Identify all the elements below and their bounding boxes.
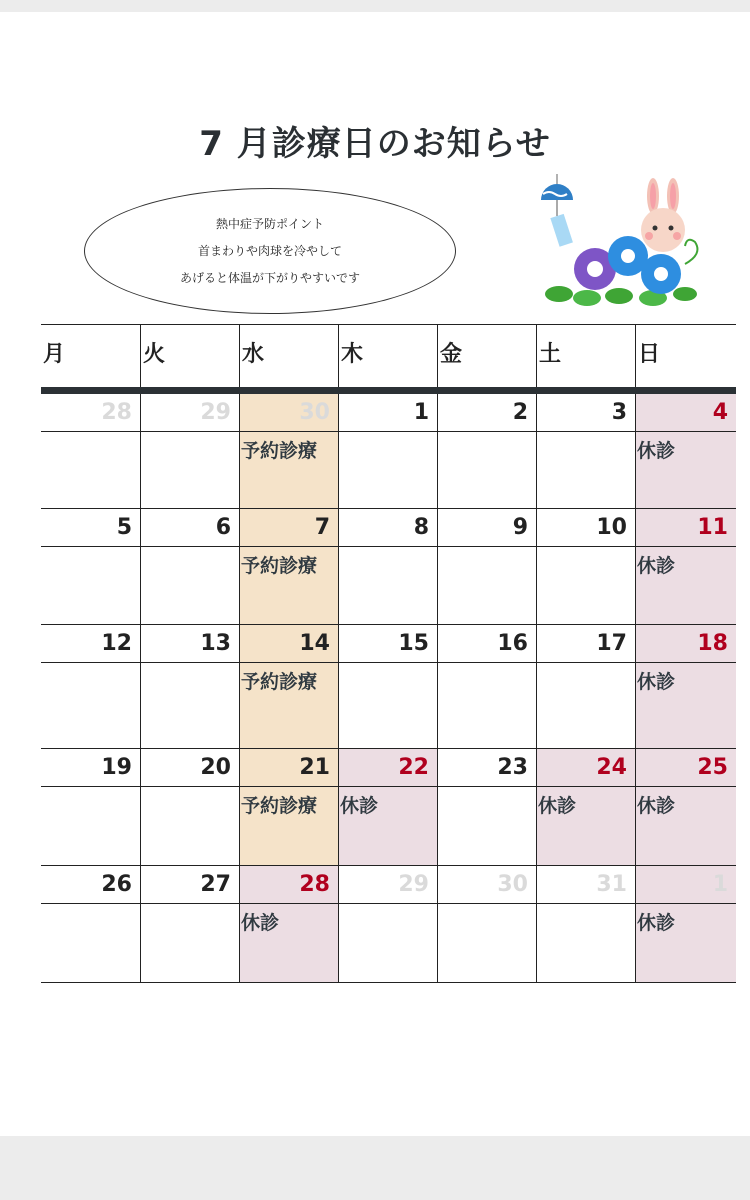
calendar-grid: [41, 324, 736, 983]
calendar-day-cell: [635, 625, 736, 748]
calendar-day-cell: [536, 509, 635, 624]
calendar-day-cell: [437, 866, 536, 982]
calendar-day-cell: [536, 625, 635, 748]
calendar-day-cell: [239, 866, 338, 982]
calendar-day-cell: [140, 866, 239, 982]
calendar-week-row: [41, 749, 736, 866]
closed-note: 休診: [637, 795, 676, 817]
calendar-week-row: [41, 625, 736, 749]
calendar-day-cell: [338, 749, 437, 865]
weekday-label: 木: [338, 325, 437, 387]
weekday-label: 水: [239, 325, 338, 387]
calendar-day-cell: [41, 625, 140, 748]
tip-heading: 熱中症予防ポイント: [215, 216, 324, 231]
day-number: 1: [339, 394, 437, 432]
calendar-week-row: [41, 866, 736, 983]
day-number: 21: [240, 749, 338, 787]
day-number: 10: [537, 509, 635, 547]
calendar-day-cell: [140, 509, 239, 624]
calendar-day-cell: [635, 394, 736, 508]
closed-note: 休診: [637, 671, 676, 693]
closed-note: 休診: [241, 912, 280, 934]
day-number: 29: [339, 866, 437, 904]
day-number: 12: [41, 625, 140, 663]
calendar-day-cell: [140, 749, 239, 865]
header-divider: [41, 387, 736, 394]
weekday-label: 金: [437, 325, 536, 387]
summer-illustration: [535, 174, 710, 309]
weekday-label: 月: [43, 342, 66, 367]
day-number: 28: [240, 866, 338, 904]
closed-note: 休診: [538, 795, 577, 817]
day-number: 19: [41, 749, 140, 787]
day-number: 15: [339, 625, 437, 663]
calendar-week-row: [41, 394, 736, 509]
day-number: 28: [41, 394, 140, 432]
day-number: 1: [636, 866, 736, 904]
day-number: 4: [636, 394, 736, 432]
calendar-week-row: [41, 509, 736, 625]
closed-note: 休診: [637, 555, 676, 577]
day-number: 18: [636, 625, 736, 663]
bunny-icon: [641, 178, 685, 252]
day-number: 26: [41, 866, 140, 904]
calendar-day-cell: [239, 625, 338, 748]
day-number: 5: [41, 509, 140, 547]
calendar-day-cell: [437, 394, 536, 508]
reservation-note: 予約診療: [241, 671, 318, 693]
day-number: 27: [141, 866, 239, 904]
calendar-day-cell: [239, 394, 338, 508]
closed-note: 休診: [637, 440, 676, 462]
reservation-note: 予約診療: [241, 440, 318, 462]
wind-chime-icon: [541, 174, 573, 247]
day-number: 11: [636, 509, 736, 547]
calendar-day-cell: [536, 749, 635, 865]
calendar-day-cell: [41, 749, 140, 865]
calendar-day-cell: [338, 625, 437, 748]
calendar-day-cell: [338, 509, 437, 624]
reservation-note: 予約診療: [241, 555, 318, 577]
calendar-day-cell: [635, 749, 736, 865]
day-number: 8: [339, 509, 437, 547]
closed-note: 休診: [637, 912, 676, 934]
calendar-day-cell: [338, 866, 437, 982]
day-number: 25: [636, 749, 736, 787]
calendar-day-cell: [239, 509, 338, 624]
day-number: 17: [537, 625, 635, 663]
calendar-day-cell: [140, 625, 239, 748]
day-number: 31: [537, 866, 635, 904]
page-title: 7 月診療日のお知らせ: [199, 124, 551, 164]
weekday-label: 土: [536, 325, 635, 387]
calendar-day-cell: [437, 625, 536, 748]
tip-line-1: 首まわりや肉球を冷やして: [197, 243, 342, 258]
day-number: 24: [537, 749, 635, 787]
day-number: 23: [438, 749, 536, 787]
day-number: 13: [141, 625, 239, 663]
calendar-day-cell: [41, 509, 140, 624]
calendar-day-cell: [41, 866, 140, 982]
calendar-day-cell: [635, 509, 736, 624]
day-number: 16: [438, 625, 536, 663]
day-number: 20: [141, 749, 239, 787]
day-number: 30: [240, 394, 338, 432]
closed-note: 休診: [340, 795, 379, 817]
weekday-label: 日: [635, 325, 736, 387]
calendar-day-cell: [635, 866, 736, 982]
calendar-day-cell: [437, 509, 536, 624]
day-number: 30: [438, 866, 536, 904]
weekday-label: 火: [140, 325, 239, 387]
calendar-day-cell: [536, 866, 635, 982]
day-number: 7: [240, 509, 338, 547]
calendar-day-cell: [41, 394, 140, 508]
day-number: 9: [438, 509, 536, 547]
weekday-header: [41, 324, 736, 387]
heatstroke-tip-bubble: [84, 188, 456, 314]
day-number: 14: [240, 625, 338, 663]
day-number: 3: [537, 394, 635, 432]
calendar-day-cell: [437, 749, 536, 865]
calendar-day-cell: [140, 394, 239, 508]
reservation-note: 予約診療: [241, 795, 318, 817]
day-number: 6: [141, 509, 239, 547]
calendar-day-cell: [338, 394, 437, 508]
day-number: 2: [438, 394, 536, 432]
calendar-day-cell: [536, 394, 635, 508]
day-number: 22: [339, 749, 437, 787]
day-number: 29: [141, 394, 239, 432]
tip-line-2: あげると体温が下がりやすいです: [179, 270, 360, 285]
calendar-day-cell: [239, 749, 338, 865]
